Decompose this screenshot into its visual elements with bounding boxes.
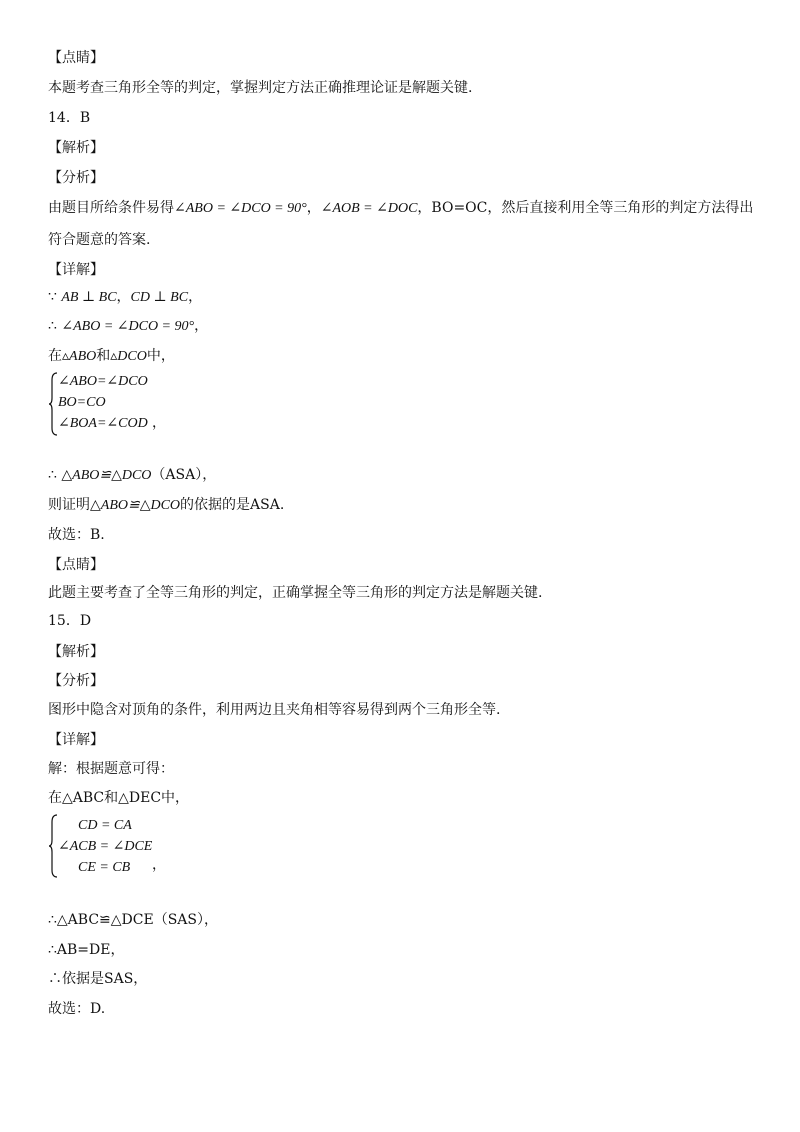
proof-14-line-2 <box>48 317 208 336</box>
proof-15-line-3: ∴△ABC≌△DCE（SAS）， <box>48 912 218 928</box>
text-segment: 中， <box>146 348 175 364</box>
math-expression: ∠ABO = ∠DCO = 90° <box>174 201 307 216</box>
text-segment: 在 <box>48 348 62 364</box>
text-segment: 和 <box>96 348 111 364</box>
text-segment: 的依据的是ASA. <box>180 497 285 513</box>
math-expression: ▵ABO <box>62 349 97 364</box>
therefore-symbol: ∴ <box>48 467 57 483</box>
paragraph-dianjing-14: 此题主要考查了全等三角形的判定，正确掌握全等三角形的判定方法是解题关键. <box>48 585 543 601</box>
proof-14-line-1 <box>48 288 202 307</box>
system-row: ∠ABO=∠DCO <box>58 374 148 389</box>
system-tail: ， <box>152 857 166 873</box>
tag-dianjing-14: 【点睛】 <box>48 557 104 573</box>
tag-xiangjie-15: 【详解】 <box>48 732 104 748</box>
left-brace-icon <box>48 372 58 436</box>
proof-15-conclusion: 故选：D. <box>48 1001 106 1017</box>
math-expression: ∠AOB = ∠DOC <box>320 201 418 216</box>
proof-14-line-3 <box>48 347 175 366</box>
text-segment: 则证明 <box>48 497 90 513</box>
proof-14-line-4 <box>48 466 216 485</box>
text-segment: ， <box>306 200 321 216</box>
proof-15-line-2: 在△ABC和△DEC中， <box>48 790 190 806</box>
text-segment: （ASA）， <box>151 467 217 483</box>
tag-fenxi-14: 【分析】 <box>48 170 104 186</box>
math-expression: ▵DCO <box>110 349 147 364</box>
fenxi-15-line-1: 图形中隐含对顶角的条件，利用两边且夹角相等容易得到两个三角形全等. <box>48 702 501 718</box>
text-segment: ， <box>188 289 203 305</box>
text-segment: 由题目所给条件易得 <box>48 200 174 216</box>
text-segment: ， <box>116 289 131 305</box>
tag-jiexi-14: 【解析】 <box>48 140 104 156</box>
proof-15-line-5: ∴依据是SAS， <box>48 971 148 987</box>
math-expression: AB ⊥ BC <box>61 290 117 305</box>
question-15-answer: 15．D <box>48 613 92 629</box>
question-14-answer: 14．B <box>48 110 91 126</box>
math-expression: △ABO≌△DCO <box>61 468 152 483</box>
therefore-symbol: ∴ <box>48 318 57 334</box>
tag-fenxi-15: 【分析】 <box>48 673 104 689</box>
system-row: BO=CO <box>58 395 106 410</box>
equation-system-15 <box>48 814 208 880</box>
tag-xiangjie-14: 【详解】 <box>48 262 104 278</box>
paragraph-dianjing-1: 本题考查三角形全等的判定，掌握判定方法正确推理论证是解题关键. <box>48 80 473 96</box>
proof-14-line-5 <box>48 496 284 515</box>
math-expression: CD ⊥ BC <box>130 290 189 305</box>
tag-dianjing-1: 【点睛】 <box>48 50 104 66</box>
tag-jiexi-15: 【解析】 <box>48 644 104 660</box>
system-row: ∠ACB = ∠DCE <box>58 839 153 854</box>
system-row: ∠BOA=∠COD <box>58 416 148 431</box>
fenxi-14-line-1 <box>48 199 753 218</box>
system-row: CE = CB <box>78 860 131 875</box>
math-expression: △ABO≌△DCO <box>90 498 181 513</box>
system-tail: ， <box>152 415 166 431</box>
system-row: CD = CA <box>78 818 132 833</box>
text-segment: ，BO=OC，然后直接利用全等三角形的判定方法得出 <box>417 200 754 216</box>
text-segment: ， <box>194 318 209 334</box>
proof-15-line-1: 解：根据题意可得： <box>48 761 174 777</box>
fenxi-14-line-2: 符合题意的答案. <box>48 232 151 248</box>
equation-system-14 <box>48 372 208 438</box>
left-brace-icon <box>48 814 58 878</box>
proof-15-line-4: ∴AB=DE， <box>48 942 125 958</box>
math-expression: ∠ABO = ∠DCO = 90° <box>61 319 195 334</box>
because-symbol: ∵ <box>48 289 57 305</box>
proof-14-conclusion: 故选：B. <box>48 527 105 543</box>
